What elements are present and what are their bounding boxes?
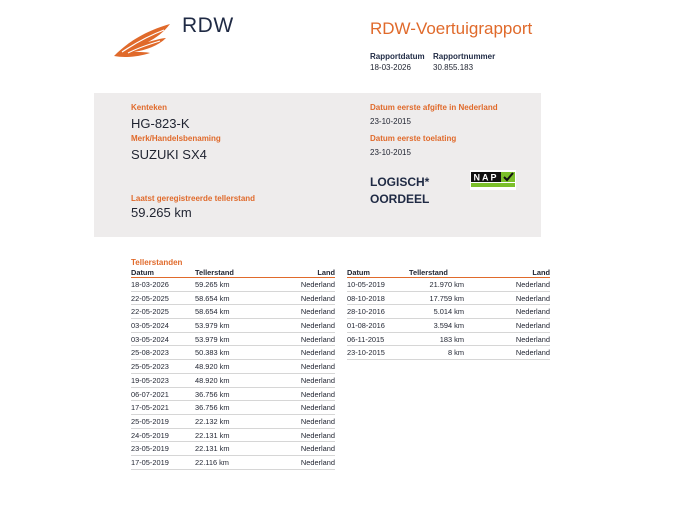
cell-country: Nederland xyxy=(300,389,335,399)
plate-label: Kenteken xyxy=(131,103,168,112)
cell-country: Nederland xyxy=(515,280,550,289)
report-date-value: 18-03-2026 xyxy=(370,63,411,72)
cell-reading: 59.265 km xyxy=(195,280,230,289)
cell-date: 25-08-2023 xyxy=(131,348,169,358)
cell-date: 18-03-2026 xyxy=(131,280,169,289)
cell-date: 28-10-2016 xyxy=(347,307,385,317)
cell-country: Nederland xyxy=(300,334,335,344)
readings-table-left xyxy=(131,268,335,470)
cell-date: 10-05-2019 xyxy=(347,280,385,289)
make-value: SUZUKI SX4 xyxy=(131,147,207,162)
cell-reading: 22.116 km xyxy=(195,457,229,467)
readings-title: Tellerstanden xyxy=(131,258,183,267)
report-title: RDW-Voertuigrapport xyxy=(370,19,533,38)
cell-reading: 22.132 km xyxy=(195,416,230,426)
cell-reading: 53.979 km xyxy=(195,321,230,331)
cell-country: Nederland xyxy=(300,348,335,358)
cell-country: Nederland xyxy=(300,403,335,413)
table-row xyxy=(347,292,550,306)
cell-country: Nederland xyxy=(300,375,335,385)
cell-date: 08-10-2018 xyxy=(347,293,385,303)
cell-reading: 36.756 km xyxy=(195,403,230,413)
readings-table-right xyxy=(347,268,550,360)
cell-country: Nederland xyxy=(515,334,550,344)
table-row xyxy=(131,456,335,470)
report-number-label: Rapportnummer xyxy=(433,52,496,61)
cell-reading: 53.979 km xyxy=(195,334,230,344)
cell-date: 23-10-2015 xyxy=(347,348,385,358)
cell-date: 19-05-2023 xyxy=(131,375,169,385)
cell-date: 17-05-2021 xyxy=(131,403,169,413)
table-row xyxy=(131,292,335,306)
first-admission-value: 23-10-2015 xyxy=(370,148,411,157)
header-reading: Tellerstand xyxy=(195,268,234,277)
first-nl-label: Datum eerste afgifte in Nederland xyxy=(370,103,498,112)
cell-country: Nederland xyxy=(300,280,335,289)
cell-date: 17-05-2019 xyxy=(131,457,169,467)
cell-reading: 5.014 km xyxy=(433,307,464,317)
cell-country: Nederland xyxy=(300,307,335,317)
cell-country: Nederland xyxy=(300,321,335,331)
cell-country: Nederland xyxy=(300,444,335,454)
cell-reading: 58.654 km xyxy=(195,307,230,317)
table-row xyxy=(131,415,335,429)
cell-reading: 22.131 km xyxy=(195,444,230,454)
table-row xyxy=(347,278,550,292)
cell-country: Nederland xyxy=(300,416,335,426)
table-row xyxy=(131,442,335,456)
cell-country: Nederland xyxy=(515,307,550,317)
cell-reading: 22.131 km xyxy=(195,430,230,440)
cell-country: Nederland xyxy=(515,293,550,303)
plate-value: HG-823-K xyxy=(131,116,190,131)
table-row xyxy=(347,346,550,360)
table-row xyxy=(131,429,335,443)
cell-date: 03-05-2024 xyxy=(131,321,169,331)
cell-reading: 21.970 km xyxy=(429,280,464,289)
first-nl-value: 23-10-2015 xyxy=(370,117,411,126)
cell-country: Nederland xyxy=(515,321,550,331)
header-reading: Tellerstand xyxy=(409,268,448,277)
cell-date: 23-05-2019 xyxy=(131,444,169,454)
cell-date: 25-05-2019 xyxy=(131,416,169,426)
report-number-block xyxy=(433,52,495,72)
cell-reading: 8 km xyxy=(447,348,464,358)
table-row xyxy=(131,278,335,292)
cell-date: 25-05-2023 xyxy=(131,362,169,372)
cell-reading: 3.594 km xyxy=(433,321,464,331)
cell-reading: 36.756 km xyxy=(195,389,230,399)
cell-date: 06-07-2021 xyxy=(131,389,169,399)
cell-country: Nederland xyxy=(300,362,335,372)
brand-name: RDW xyxy=(182,14,234,37)
first-admission-label: Datum eerste toelating xyxy=(370,134,457,143)
table-row xyxy=(131,360,335,374)
cell-country: Nederland xyxy=(300,293,335,303)
header-country: Land xyxy=(532,268,550,277)
cell-country: Nederland xyxy=(300,430,335,440)
cell-reading: 48.920 km xyxy=(195,362,230,372)
report-date-block xyxy=(370,52,425,72)
verdict-line-1: LOGISCH* xyxy=(370,175,430,189)
cell-reading: 183 km xyxy=(439,334,464,344)
table-row xyxy=(347,319,550,333)
cell-date: 01-08-2016 xyxy=(347,321,385,331)
table-header xyxy=(131,268,335,278)
cell-date: 06-11-2015 xyxy=(347,334,385,344)
header-date: Datum xyxy=(131,268,154,277)
nap-text: NAP xyxy=(473,172,499,183)
report-date-label: Rapportdatum xyxy=(370,52,425,61)
header-date: Datum xyxy=(347,268,370,277)
cell-date: 22-05-2025 xyxy=(131,307,169,317)
cell-date: 24-05-2019 xyxy=(131,430,169,440)
table-row xyxy=(131,374,335,388)
table-header xyxy=(347,268,550,278)
cell-reading: 50.383 km xyxy=(195,348,230,358)
rdw-logo-icon xyxy=(112,18,174,58)
nap-check-icon xyxy=(470,170,516,190)
header-country: Land xyxy=(317,268,335,277)
table-row xyxy=(347,333,550,347)
table-row xyxy=(131,346,335,360)
cell-date: 03-05-2024 xyxy=(131,334,169,344)
cell-date: 22-05-2025 xyxy=(131,293,169,303)
verdict-line-2: OORDEEL xyxy=(370,192,430,206)
odometer-value: 59.265 km xyxy=(131,205,192,220)
verdict xyxy=(370,174,429,208)
table-row xyxy=(131,401,335,415)
table-row xyxy=(131,333,335,347)
report-number-value: 30.855.183 xyxy=(433,63,474,72)
cell-reading: 17.759 km xyxy=(429,293,464,303)
make-label: Merk/Handelsbenaming xyxy=(131,134,221,143)
table-row xyxy=(347,305,550,319)
odometer-label: Laatst geregistreerde tellerstand xyxy=(131,194,256,203)
table-row xyxy=(131,319,335,333)
cell-country: Nederland xyxy=(300,457,335,467)
cell-reading: 58.654 km xyxy=(195,293,230,303)
table-row xyxy=(131,305,335,319)
table-row xyxy=(131,388,335,402)
cell-country: Nederland xyxy=(515,348,550,358)
cell-reading: 48.920 km xyxy=(195,375,230,385)
